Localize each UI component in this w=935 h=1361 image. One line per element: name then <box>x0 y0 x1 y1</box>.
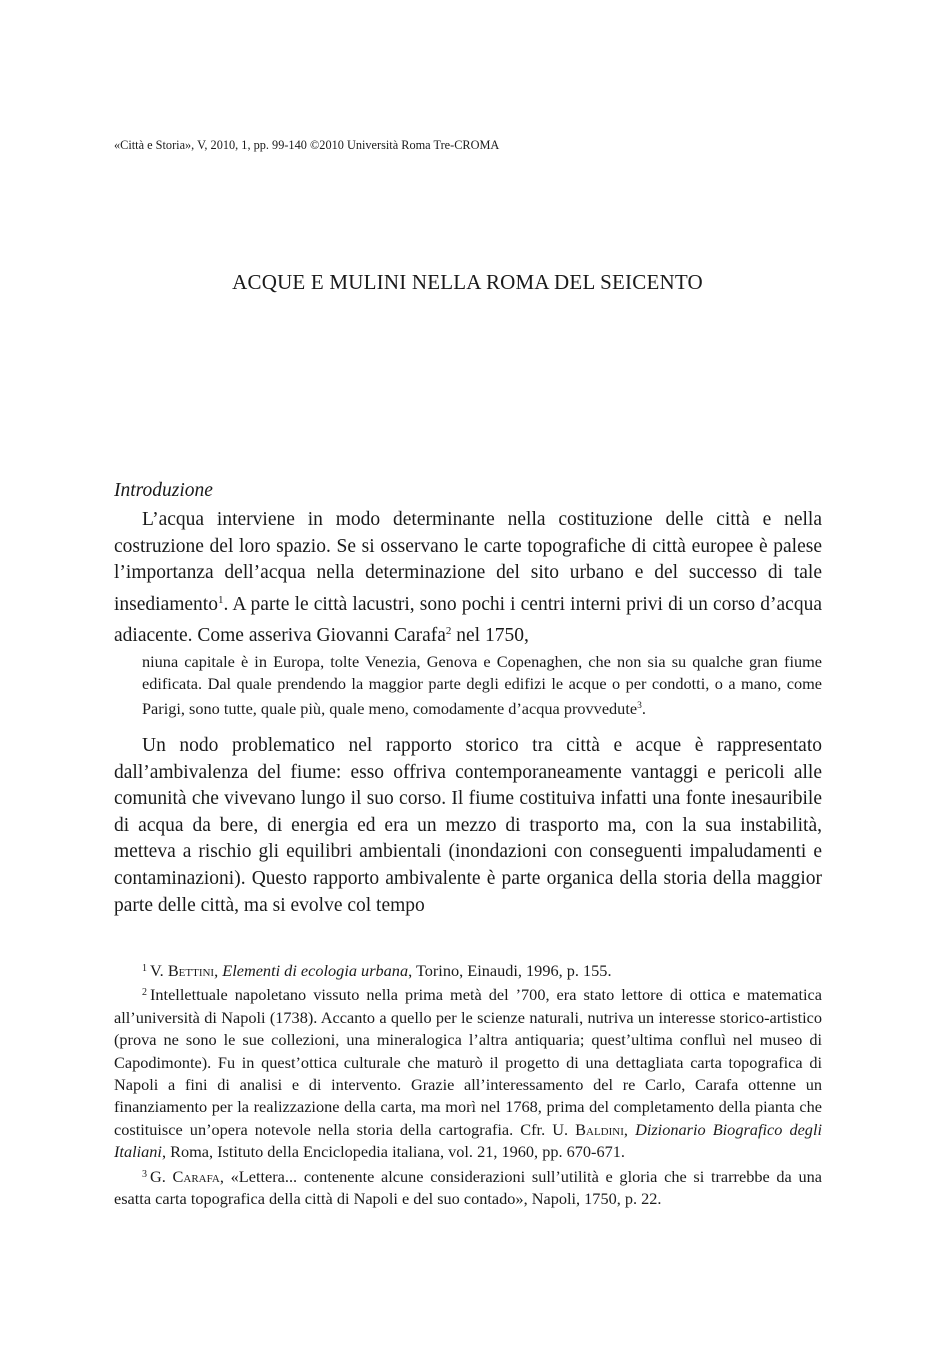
footnote-author: Carafa <box>172 1166 220 1186</box>
quote-text: niuna capitale è in Europa, tolte Venezia, Genova e Copenaghen, che non sia su qualche gran fiume edificata. Dal quale prendendo la maggior parte degli edifizi le acque o per condotti, o a mano, come Parigi, sono tutte, quale più, quale meno, comodamente d’acqua provvedute <box>142 652 822 719</box>
footnotes <box>114 958 822 1210</box>
footnote-book-title: Dizionario Biografico degli Italiani <box>114 1119 822 1162</box>
running-head: «Città e Storia», V, 2010, 1, pp. 99-140 ©2010 Università Roma Tre-CROMA <box>114 138 500 152</box>
footnote-1 <box>114 958 822 982</box>
footnote-rest: , Roma, Istituto della Enciclopedia italiana, vol. 21, 1960, pp. 670-671. <box>161 1142 625 1162</box>
footnote-rest: , Torino, Einaudi, 1996, p. 155. <box>408 961 612 980</box>
para1-text-b: . A parte le città lacustri, sono pochi i centri interni privi di un corso d’acqua adiacente. Come asseriva Giovanni Carafa <box>114 593 822 647</box>
footnote-text: Intellettuale napoletano vissuto nella prima metà del ’700, era stato lettore di ottica e matematica all’università di Napoli (1738). Accanto a quello per le scienze naturali, nutriva un interesse storico-artistico (prova ne sono le sue collezioni, una mineralogica l’altra antiquaria; quest’ultima confluì nel museo di Capodimonte). Fu in quest’ottica culturale che maturò il progetto di una dettagliata carta topografica di Napoli a fini di analisi e di intervento. Grazie all’interessamento del re Carlo, Carafa ottenne un finanziamento per la realizzazione della carta, ma morì nel 1768, prima del completamento della pianta che costituisce un’opera notevole nella storia della cartografia. Cfr. U. <box>114 985 822 1139</box>
section-heading: Introduzione <box>114 480 213 501</box>
footnote-rest: , «Lettera... contenente alcune considerazioni sull’utilità e gloria che si trarrebbe da una esatta carta topografica della città di Napoli e del suo contado», Napoli, 1750, p. 22. <box>114 1166 822 1209</box>
footnote-number: 1 <box>142 963 147 974</box>
quote-end: . <box>641 699 646 719</box>
footnote-ref-2[interactable]: 2 <box>445 625 452 638</box>
footnote-number: 2 <box>142 987 147 999</box>
footnote-ref-3[interactable]: 3 <box>637 701 642 712</box>
block-quote <box>142 651 822 721</box>
footnote-author-initial: G. <box>150 1166 173 1186</box>
para1-text-a: L’acqua interviene in modo determinante nella costituzione delle città e nella costruzione del loro spazio. Se si osservano le carte topografiche di città europee è palese l’importanza dell’acqua nella determinazione del sito urbano e del successo di tale insediamento <box>114 509 822 615</box>
footnote-2 <box>114 982 822 1163</box>
footnote-author: Baldini <box>575 1119 624 1139</box>
footnote-sep: , <box>214 961 223 980</box>
footnote-book-title: Elementi di ecologia urbana <box>222 961 409 980</box>
para1-text-c: nel 1750, <box>451 625 529 647</box>
footnote-sep: , <box>623 1119 636 1139</box>
footnote-author: Bettini <box>167 961 215 980</box>
paragraph-intro <box>114 507 822 650</box>
footnote-ref-1[interactable]: 1 <box>217 593 224 606</box>
article-title: ACQUE E MULINI NELLA ROMA DEL SEICENTO <box>232 270 703 294</box>
paragraph-second: Un nodo problematico nel rapporto storico tra città e acque è rappresentato dall’ambivalenza del fiume: esso offriva contemporaneamente vantaggi e pericoli alle comunità che vivevano lungo il suo corso. Il fiume costituiva infatti una fonte inesauribile di acqua da bere, di energia ed era un mezzo di trasporto ma, con la sua instabilità, metteva a rischio gli equilibri ambientali (inondazioni con conseguenti impaludamenti e contaminazioni). Questo rapporto ambivalente è parte organica della storia della maggior parte delle città, ma si evolve col tempo <box>114 735 822 916</box>
footnote-number: 3 <box>142 1168 147 1180</box>
footnote-3 <box>114 1164 822 1211</box>
footnote-author-initial: V. <box>150 961 168 980</box>
